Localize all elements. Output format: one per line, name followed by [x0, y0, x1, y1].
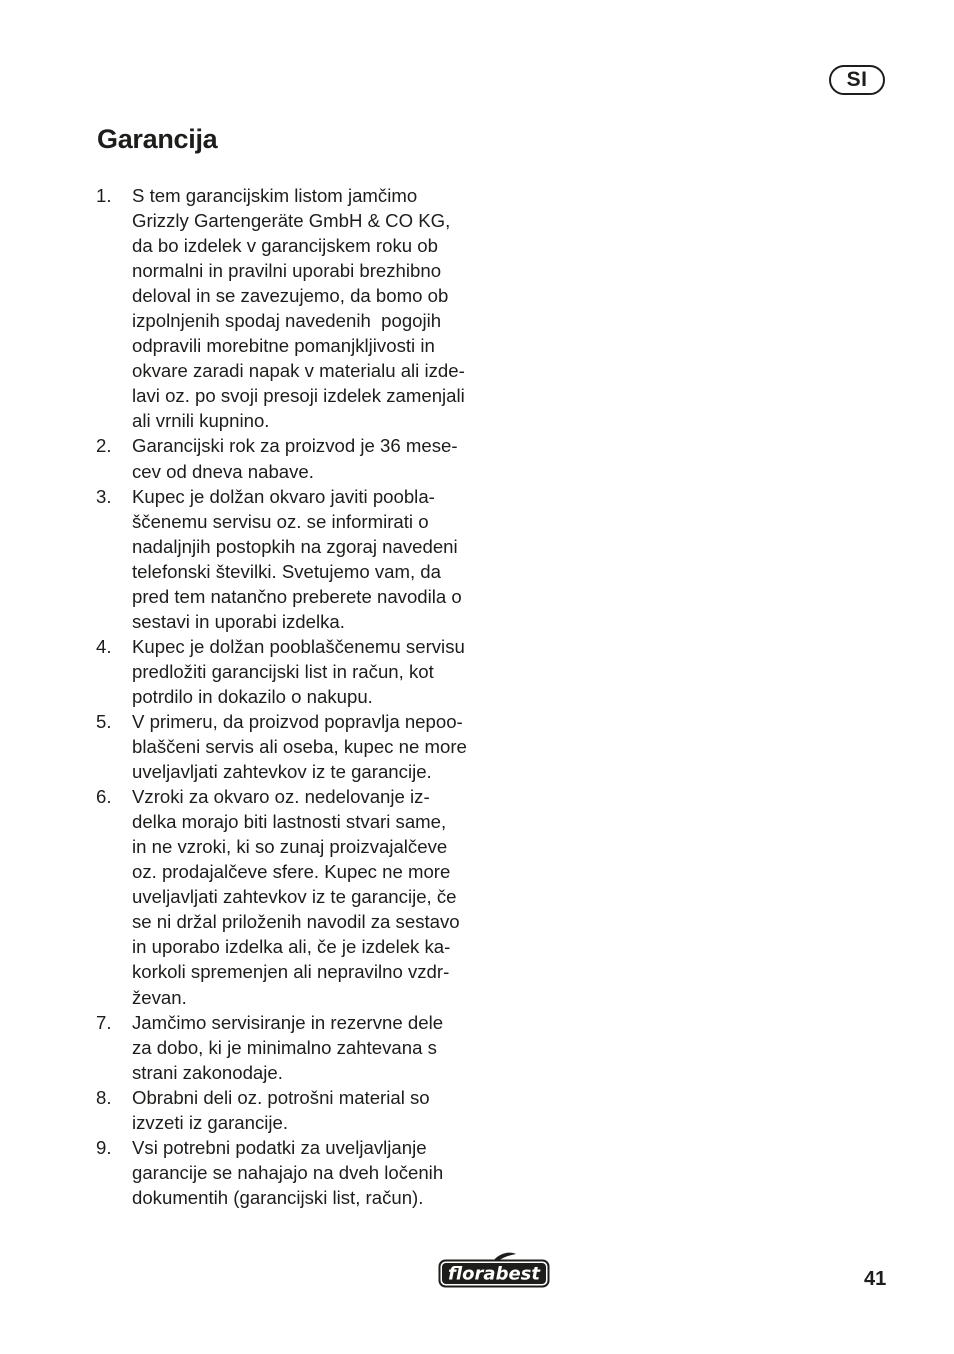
- list-item-text: Kupec je dolžan okvaro javiti poobla- ščenemu servisu oz. se informirati o nadaljnjih postopkih na zgoraj navedeni telefonski številki. Svetujemo vam, da pred tem natančno preberete navodila o sestavi in uporabi izdelka.: [132, 485, 462, 632]
- list-item-number: 8.: [96, 1086, 112, 1108]
- list-item-text: Vzroki za okvaro oz. nedelovanje iz- delka morajo biti lastnosti stvari same, in ne vzroki, ki so zunaj proizvajalčeve oz. prodajalčeve sfere. Kupec ne more uveljavljati zahtevkov iz te garancije, če se ni držal priloženih navodil za sestavo in uporabo izdelka ali, če je izdelek ka- korkoli spremenjen ali nepravilno vzdr- ževan.: [132, 786, 460, 1008]
- list-item-text: Jamčimo servisiranje in rezervne dele za dobo, ki je minimalno zahtevana s strani zakonodaje.: [132, 1011, 444, 1083]
- language-badge: SI: [829, 65, 885, 95]
- list-item-number: 6.: [96, 786, 112, 808]
- list-item-text: Garancijski rok za proizvod je 36 mese- cev od dneva nabave.: [132, 435, 458, 482]
- list-item: [96, 1085, 496, 1135]
- warranty-terms-list: [96, 183, 496, 1210]
- list-item: [96, 1135, 496, 1210]
- page-title: Garancija: [97, 124, 218, 154]
- florabest-logo: [438, 1252, 550, 1288]
- list-item: [96, 183, 496, 433]
- page-number: 41: [864, 1268, 887, 1290]
- list-item: [96, 784, 496, 1009]
- list-item-number: 2.: [96, 435, 112, 457]
- list-item-number: 1.: [96, 185, 112, 206]
- list-item-text: Obrabni deli oz. potrošni material so izvzeti iz garancije.: [132, 1086, 430, 1133]
- list-item-number: 9.: [96, 1136, 112, 1158]
- list-item-text: Kupec je dolžan pooblaščenemu servisu predložiti garancijski list in račun, kot potrdilo in dokazilo o nakupu.: [132, 635, 465, 707]
- list-item-text: S tem garancijskim listom jamčimo Grizzly Gartengeräte GmbH & CO KG, da bo izdelek v garancijskem roku ob normalni in pravilni uporabi brezhibno deloval in se zavezujemo, da bomo ob izpolnjenih spodaj navedenih pogojih odpravili morebitne pomanjkljivosti in okvare zaradi napak v materialu ali izde- lavi oz. po svoji presoji izdelek zamenjali ali vrnili kupnino.: [132, 185, 465, 432]
- logo-wordmark: florabest: [448, 1263, 540, 1285]
- list-item: [96, 634, 496, 709]
- list-item-number: 7.: [96, 1011, 112, 1033]
- list-item: [96, 484, 496, 634]
- list-item-text: V primeru, da proizvod popravlja nepoo- blaščeni servis ali oseba, kupec ne more uveljavljati zahtevkov iz te garancije.: [132, 710, 467, 783]
- list-item-text: Vsi potrebni podatki za uveljavljanje garancije se nahajajo na dveh ločenih dokumentih (garancijski list, račun).: [132, 1136, 444, 1208]
- list-item: [96, 433, 496, 483]
- list-item-number: 4.: [96, 635, 112, 657]
- list-item-number: 5.: [96, 710, 112, 732]
- list-item: [96, 709, 496, 784]
- list-item: [96, 1010, 496, 1085]
- list-item-number: 3.: [96, 485, 112, 507]
